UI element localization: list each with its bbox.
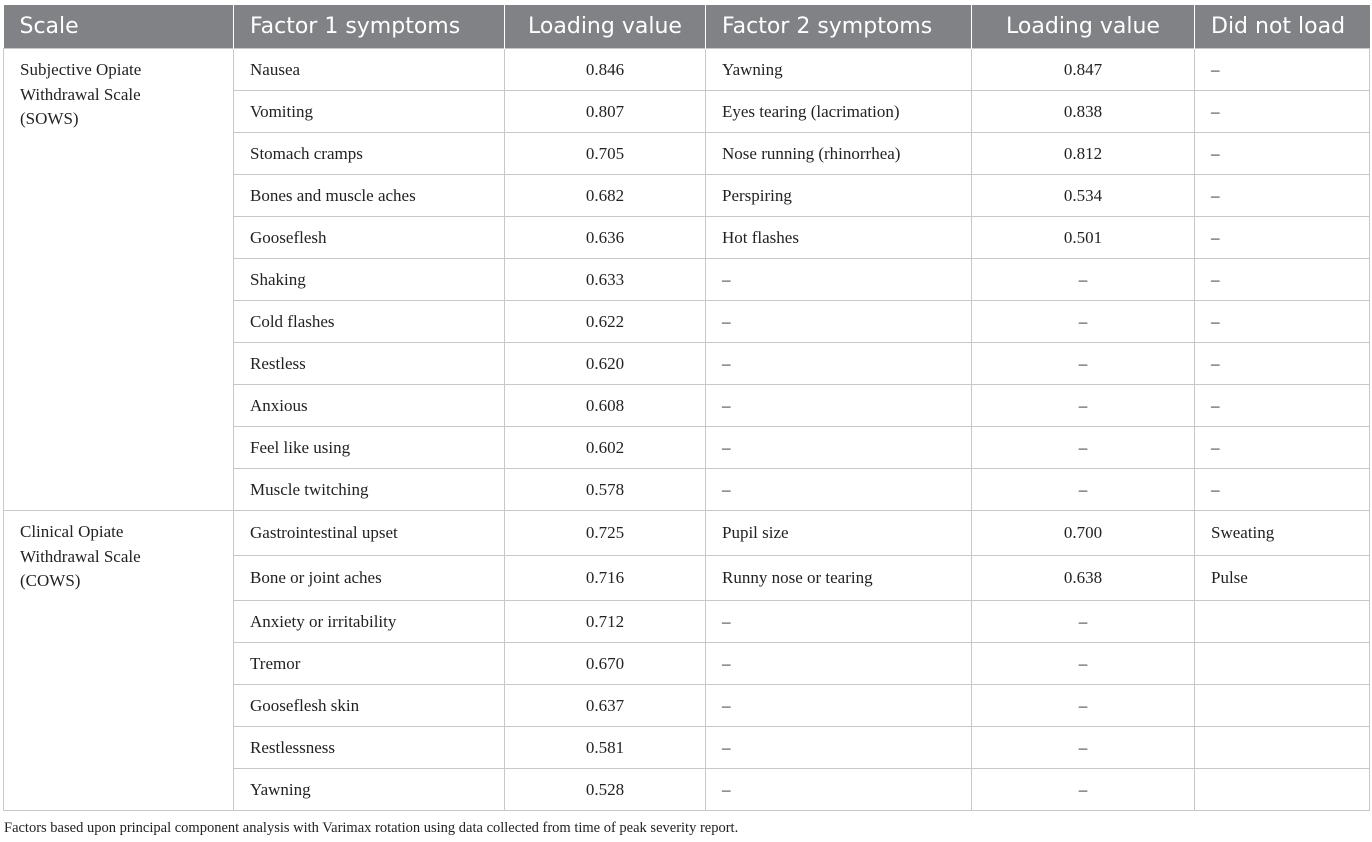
factor2-loading-cell: – <box>972 469 1195 511</box>
factor1-loading-cell: 0.637 <box>505 685 706 727</box>
factor2-symptom-cell: – <box>706 643 972 685</box>
factor2-symptom-cell: Nose running (rhinorrhea) <box>706 133 972 175</box>
factor1-loading-cell: 0.581 <box>505 727 706 769</box>
did-not-load-cell: – <box>1195 427 1370 469</box>
factor1-symptom-cell: Bones and muscle aches <box>234 175 505 217</box>
factor1-loading-cell: 0.608 <box>505 385 706 427</box>
factor1-symptom-cell: Restless <box>234 343 505 385</box>
factor2-loading-cell: – <box>972 727 1195 769</box>
factor1-symptom-cell: Shaking <box>234 259 505 301</box>
factor2-symptom-cell: Eyes tearing (lacrimation) <box>706 91 972 133</box>
factor1-loading-cell: 0.633 <box>505 259 706 301</box>
table-row <box>4 49 1370 91</box>
factor1-symptom-cell: Feel like using <box>234 427 505 469</box>
factor2-symptom-cell: Yawning <box>706 49 972 91</box>
factor1-loading-cell: 0.682 <box>505 175 706 217</box>
did-not-load-cell: – <box>1195 343 1370 385</box>
factor1-symptom-cell: Tremor <box>234 643 505 685</box>
factor1-loading-cell: 0.670 <box>505 643 706 685</box>
scale-name-line: (SOWS) <box>20 109 79 128</box>
factor2-symptom-cell: Hot flashes <box>706 217 972 259</box>
factor1-symptom-cell: Restlessness <box>234 727 505 769</box>
factor2-loading-cell: 0.700 <box>972 511 1195 556</box>
factor2-loading-cell: 0.838 <box>972 91 1195 133</box>
factor2-loading-cell: – <box>972 259 1195 301</box>
did-not-load-cell: Pulse <box>1195 556 1370 601</box>
factor2-symptom-cell: – <box>706 301 972 343</box>
table-row <box>4 511 1370 556</box>
factor1-loading-cell: 0.636 <box>505 217 706 259</box>
factor2-loading-cell: – <box>972 601 1195 643</box>
scale-name-cell <box>4 49 234 511</box>
scale-name-line: Withdrawal Scale <box>20 546 141 566</box>
did-not-load-cell: – <box>1195 385 1370 427</box>
factor1-symptom-cell: Nausea <box>234 49 505 91</box>
header-did-not-load: Did not load <box>1195 5 1370 49</box>
did-not-load-cell <box>1195 769 1370 811</box>
factor2-symptom-cell: Pupil size <box>706 511 972 556</box>
scale-name-cell <box>4 511 234 811</box>
factor1-symptom-cell: Vomiting <box>234 91 505 133</box>
factor1-loading-cell: 0.846 <box>505 49 706 91</box>
header-factor2-symptoms: Factor 2 symptoms <box>706 5 972 49</box>
factor2-loading-cell: 0.638 <box>972 556 1195 601</box>
factor2-loading-cell: – <box>972 643 1195 685</box>
factor1-loading-cell: 0.712 <box>505 601 706 643</box>
factor2-loading-cell: – <box>972 427 1195 469</box>
factor1-symptom-cell: Gooseflesh <box>234 217 505 259</box>
factor-table-container <box>3 5 1369 811</box>
factor1-loading-cell: 0.602 <box>505 427 706 469</box>
scale-name-line: Subjective Opiate <box>20 60 142 79</box>
factor2-symptom-cell: – <box>706 685 972 727</box>
factor1-symptom-cell: Muscle twitching <box>234 469 505 511</box>
factor1-symptom-cell: Stomach cramps <box>234 133 505 175</box>
factor2-symptom-cell: – <box>706 259 972 301</box>
factor2-loading-cell: – <box>972 685 1195 727</box>
did-not-load-cell: – <box>1195 91 1370 133</box>
factor1-loading-cell: 0.725 <box>505 511 706 556</box>
did-not-load-cell <box>1195 643 1370 685</box>
table-header-row <box>4 5 1370 49</box>
factor1-loading-cell: 0.622 <box>505 301 706 343</box>
factor2-loading-cell: – <box>972 769 1195 811</box>
factor2-loading-cell: – <box>972 301 1195 343</box>
factor1-symptom-cell: Gooseflesh skin <box>234 685 505 727</box>
factor1-symptom-cell: Yawning <box>234 769 505 811</box>
factor2-symptom-cell: – <box>706 601 972 643</box>
factor1-symptom-cell: Bone or joint aches <box>234 556 505 601</box>
did-not-load-cell: – <box>1195 217 1370 259</box>
factor-loading-table <box>3 5 1370 811</box>
factor1-symptom-cell: Cold flashes <box>234 301 505 343</box>
scale-name-line: (COWS) <box>20 571 81 590</box>
factor1-loading-cell: 0.807 <box>505 91 706 133</box>
table-body <box>4 49 1370 811</box>
factor2-loading-cell: 0.847 <box>972 49 1195 91</box>
scale-name-line: Clinical Opiate <box>20 522 124 541</box>
did-not-load-cell <box>1195 601 1370 643</box>
factor1-loading-cell: 0.528 <box>505 769 706 811</box>
did-not-load-cell: – <box>1195 259 1370 301</box>
did-not-load-cell <box>1195 685 1370 727</box>
did-not-load-cell: Sweating <box>1195 511 1370 556</box>
factor1-symptom-cell: Gastrointestinal upset <box>234 511 505 556</box>
header-factor2-loading: Loading value <box>972 5 1195 49</box>
factor1-symptom-cell: Anxiety or irritability <box>234 601 505 643</box>
factor2-symptom-cell: – <box>706 427 972 469</box>
factor2-loading-cell: – <box>972 385 1195 427</box>
did-not-load-cell: – <box>1195 175 1370 217</box>
did-not-load-cell: – <box>1195 301 1370 343</box>
factor1-loading-cell: 0.578 <box>505 469 706 511</box>
factor2-symptom-cell: – <box>706 769 972 811</box>
factor1-loading-cell: 0.716 <box>505 556 706 601</box>
did-not-load-cell: – <box>1195 133 1370 175</box>
factor2-symptom-cell: – <box>706 469 972 511</box>
factor2-loading-cell: 0.534 <box>972 175 1195 217</box>
table-footnote: Factors based upon principal component analysis with Varimax rotation using data collected from time of peak severity report. <box>4 820 739 836</box>
header-factor1-loading: Loading value <box>505 5 706 49</box>
factor1-symptom-cell: Anxious <box>234 385 505 427</box>
factor2-loading-cell: 0.812 <box>972 133 1195 175</box>
did-not-load-cell: – <box>1195 469 1370 511</box>
factor1-loading-cell: 0.620 <box>505 343 706 385</box>
did-not-load-cell: – <box>1195 49 1370 91</box>
factor2-symptom-cell: Runny nose or tearing <box>706 556 972 601</box>
factor2-loading-cell: – <box>972 343 1195 385</box>
header-factor1-symptoms: Factor 1 symptoms <box>234 5 505 49</box>
factor2-symptom-cell: – <box>706 727 972 769</box>
scale-name-line: Withdrawal Scale <box>20 84 141 104</box>
factor2-loading-cell: 0.501 <box>972 217 1195 259</box>
factor2-symptom-cell: – <box>706 385 972 427</box>
header-scale: Scale <box>4 5 234 49</box>
did-not-load-cell <box>1195 727 1370 769</box>
factor2-symptom-cell: Perspiring <box>706 175 972 217</box>
factor2-symptom-cell: – <box>706 343 972 385</box>
factor1-loading-cell: 0.705 <box>505 133 706 175</box>
